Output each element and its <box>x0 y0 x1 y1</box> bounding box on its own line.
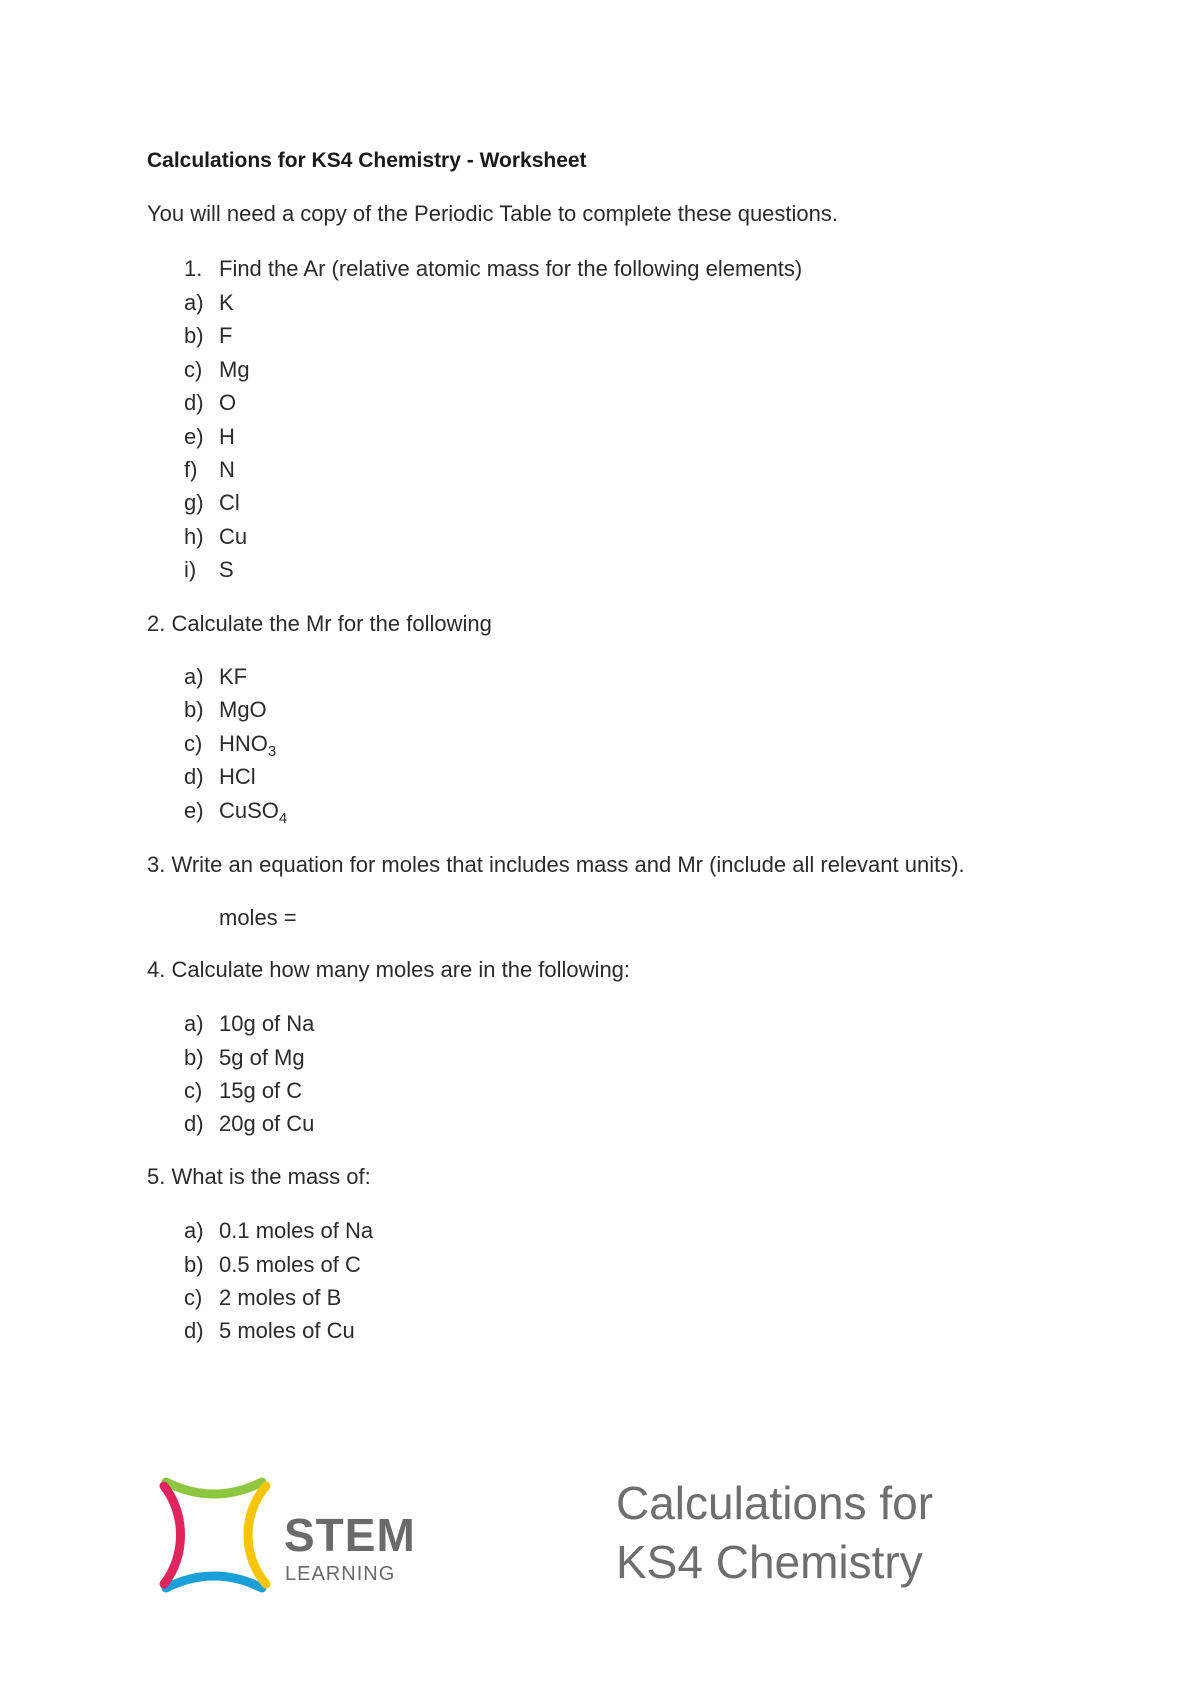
item-text: K <box>219 290 234 315</box>
item-label: c) <box>184 1078 203 1103</box>
item-text: Cu <box>219 524 248 549</box>
item-text: 0.1 moles of Na <box>219 1218 374 1243</box>
item-label: b) <box>184 323 204 348</box>
item-label: h) <box>184 524 204 549</box>
item-label: b) <box>184 1252 204 1277</box>
item-text: S <box>219 557 234 582</box>
question-3-text: 3. Write an equation for moles that includes mass and Mr (include all relevant units). <box>147 852 965 877</box>
item-label: f) <box>184 457 198 482</box>
moles-answer-prompt: moles = <box>219 905 297 930</box>
item-text: Cl <box>219 490 240 515</box>
question-1-number: 1. <box>184 256 203 281</box>
question-2-text: 2. Calculate the Mr for the following <box>147 611 492 636</box>
footer-title-line-1: Calculations for <box>616 1477 934 1529</box>
item-label: d) <box>184 1111 204 1136</box>
item-label: a) <box>184 1011 204 1036</box>
item-text: F <box>219 323 233 348</box>
item-label: e) <box>184 424 204 449</box>
item-text: 15g of C <box>219 1078 303 1103</box>
item-text: HCl <box>219 764 256 789</box>
page-title: Calculations for KS4 Chemistry - Worksheet <box>147 149 587 172</box>
stem-logo-icon <box>158 1476 278 1594</box>
item-label: b) <box>184 697 204 722</box>
item-label: c) <box>184 1285 203 1310</box>
formula-subscript: 3 <box>267 743 277 760</box>
item-label: a) <box>184 1218 204 1243</box>
item-text: 5 moles of Cu <box>219 1318 355 1343</box>
footer-title-line-2: KS4 Chemistry <box>616 1536 923 1588</box>
item-text: 20g of Cu <box>219 1111 315 1136</box>
formula-item <box>219 798 288 827</box>
question-4-text: 4. Calculate how many moles are in the following: <box>147 957 631 982</box>
question-5-text: 5. What is the mass of: <box>147 1164 371 1189</box>
question-1-text: Find the Ar (relative atomic mass for the following elements) <box>219 256 803 281</box>
item-label: d) <box>184 390 204 415</box>
item-label: a) <box>184 290 204 315</box>
item-label: b) <box>184 1045 204 1070</box>
item-label: c) <box>184 357 203 382</box>
formula-item <box>219 731 277 760</box>
item-text: 5g of Mg <box>219 1045 305 1070</box>
formula-text: HNO <box>219 731 268 756</box>
logo-stem-text: STEM <box>284 1509 416 1561</box>
item-text: 0.5 moles of C <box>219 1252 361 1277</box>
item-label: i) <box>184 557 197 582</box>
formula-subscript: 4 <box>278 810 288 827</box>
item-label: c) <box>184 731 203 756</box>
item-label: d) <box>184 1318 204 1343</box>
formula-text: CuSO <box>219 798 279 823</box>
item-text: KF <box>219 664 248 689</box>
item-text: Mg <box>219 357 250 382</box>
item-text: N <box>219 457 235 482</box>
item-text: 10g of Na <box>219 1011 315 1036</box>
item-text: O <box>219 390 237 415</box>
item-label: g) <box>184 490 204 515</box>
item-label: d) <box>184 764 204 789</box>
item-label: a) <box>184 664 204 689</box>
item-text: MgO <box>219 697 267 722</box>
item-text: H <box>219 424 235 449</box>
intro-text: You will need a copy of the Periodic Table to complete these questions. <box>147 201 839 226</box>
item-label: e) <box>184 798 204 823</box>
logo-learning-text: LEARNING <box>285 1563 396 1585</box>
item-text: 2 moles of B <box>219 1285 342 1310</box>
